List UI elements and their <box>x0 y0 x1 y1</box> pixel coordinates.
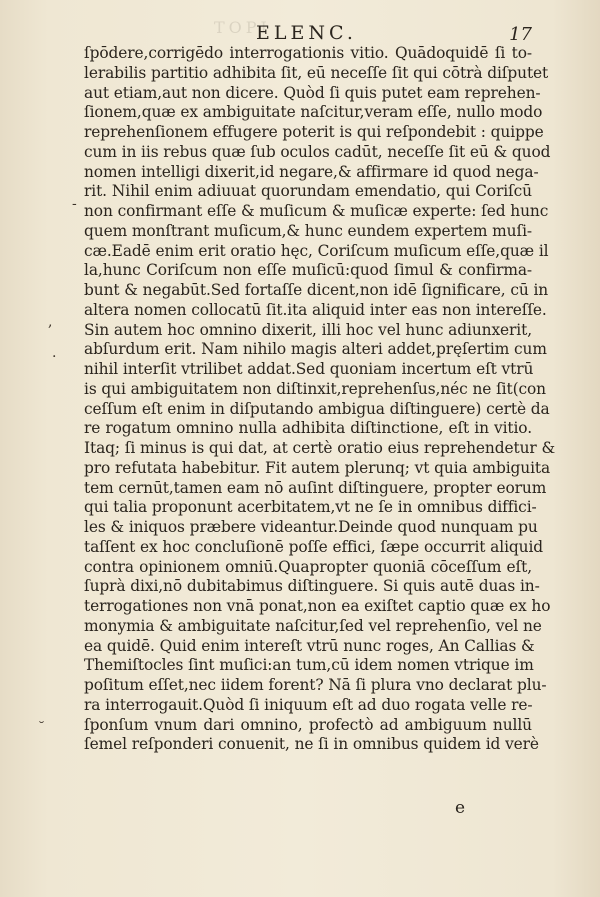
text-line: re rogatum omnino nulla adhibita diſtinctione, eſt in vitio. <box>84 419 532 438</box>
text-line: les & iniquos præbere videantur.Deinde quod nunquam pu <box>84 518 538 536</box>
text-line: contra opinionem omniū.Quapropter quoniā cōceſſum eſt, <box>84 557 532 576</box>
text-line: ſpōdere,corrigēdo interrogationis vitio. Quādoquidē ſi to- <box>84 44 532 62</box>
text-line: ſemel reſponderi conuenit, ne ſi in omnibus quidem id verè <box>84 735 539 754</box>
text-line: nihil interſit vtrilibet addat.Sed quoniam incertum eſt vtrū <box>84 360 534 378</box>
signature-mark: e <box>455 798 466 818</box>
text-line: quem monſtrant muſicum,& hunc eundem expertem muſi- <box>84 221 533 240</box>
text-line: poſitum eſſet,nec iidem forent? Nā ſi plura vno declarat plu- <box>84 676 547 694</box>
show-through-text: TOPI <box>214 18 271 37</box>
text-line: bunt & negabūt.Sed fortaſſe dicent,non idē ſignificare, cū in <box>84 281 549 299</box>
text-line: tem cernūt,tamen eam nō auſint diſtinguere, propter eorum <box>84 478 547 497</box>
text-line: non confirmant eſſe & muſicum & muſicæ experte: ſed hunc <box>84 202 549 220</box>
margin-dot-mark: . <box>52 345 57 361</box>
text-line: qui talia proponunt acerbitatem,vt ne ſe in omnibus diffici- <box>84 498 537 517</box>
text-line: is qui ambiguitatem non diſtinxit,reprehenſus,néc ne ſit(con <box>84 379 546 398</box>
text-line: Themiſtocles ſint muſici:an tum,cū idem nomen vtrique im <box>84 656 534 675</box>
running-title: ELENC. <box>256 22 357 44</box>
text-line: reprehenſionem effugere poterit is qui reſpondebit : quippe <box>84 123 544 141</box>
text-line: la,hunc Coriſcum non eſſe muſicū:quod ſimul & confirma- <box>84 261 532 280</box>
text-line: abſurdum erit. Nam nihilo magis alteri addet,pręſertim cum <box>84 340 547 359</box>
text-line: pro refutata habebitur. Fit autem plerunq; vt quia ambiguita <box>84 458 551 477</box>
text-line: lerabilis partitio adhibita ſit, eū neceſſe ſit qui cōtrà diſputet <box>84 63 549 82</box>
page-number: 17 <box>509 24 532 45</box>
text-line: monymia & ambiguitate naſcitur,ſed vel reprehenſio, vel ne <box>84 616 542 635</box>
text-line: taſſent ex hoc concluſionē poſſe effici, ſæpe occurrit aliquid <box>84 537 544 556</box>
margin-dot-mark: , <box>48 314 53 330</box>
text-line: aut etiam,aut non dicere. Quòd ſi quis putet eam reprehen- <box>84 83 541 102</box>
text-line: ſuprà dixi,nō dubitabimus diſtinguere. Si quis autē duas in- <box>84 577 540 596</box>
margin-tick-mark: - <box>72 196 77 212</box>
text-line: rit. Nihil enim adiuuat quorundam emendatio, qui Coriſcū <box>84 182 532 201</box>
text-line: nomen intelligi dixerit,id negare,& affirmare id quod nega- <box>84 162 539 181</box>
page-header <box>80 20 532 46</box>
text-line: terrogationes non vnā ponat,non ea exiſtet captio quæ ex ho <box>84 597 551 615</box>
text-line: ra interrogauit.Quòd ſi iniquum eſt ad duo rogata velle re- <box>84 695 533 714</box>
text-line: Itaq; ſi minus is qui dat, at certè oratio eius reprehendetur & <box>84 439 556 457</box>
margin-dot-mark: ˘ <box>38 720 45 736</box>
text-line: Sin autem hoc omnino dixerit, illi hoc vel hunc adiunxerit, <box>84 320 532 339</box>
text-line: ceſſum eſt enim in diſputando ambigua diſtinguere) certè da <box>84 399 550 418</box>
text-line: ſponſum vnum dari omnino, profectò ad ambiguum nullū <box>84 715 532 734</box>
text-line: ea quidē. Quid enim intereſt vtrū nunc roges, An Callias & <box>84 636 535 655</box>
text-line: altera nomen collocatū ſit.ita aliquid inter eas non intereſſe. <box>84 300 547 319</box>
text-line: cum in iis rebus quæ ſub oculos cadūt, neceſſe ſit eū & quod <box>84 142 551 161</box>
text-line: ſionem,quæ ex ambiguitate naſcitur,veram eſſe, nullo modo <box>84 103 543 122</box>
text-line: cæ.Eadē enim erit oratio hęc, Coriſcum muſicum eſſe,quæ il <box>84 241 549 260</box>
body-text <box>84 44 556 755</box>
